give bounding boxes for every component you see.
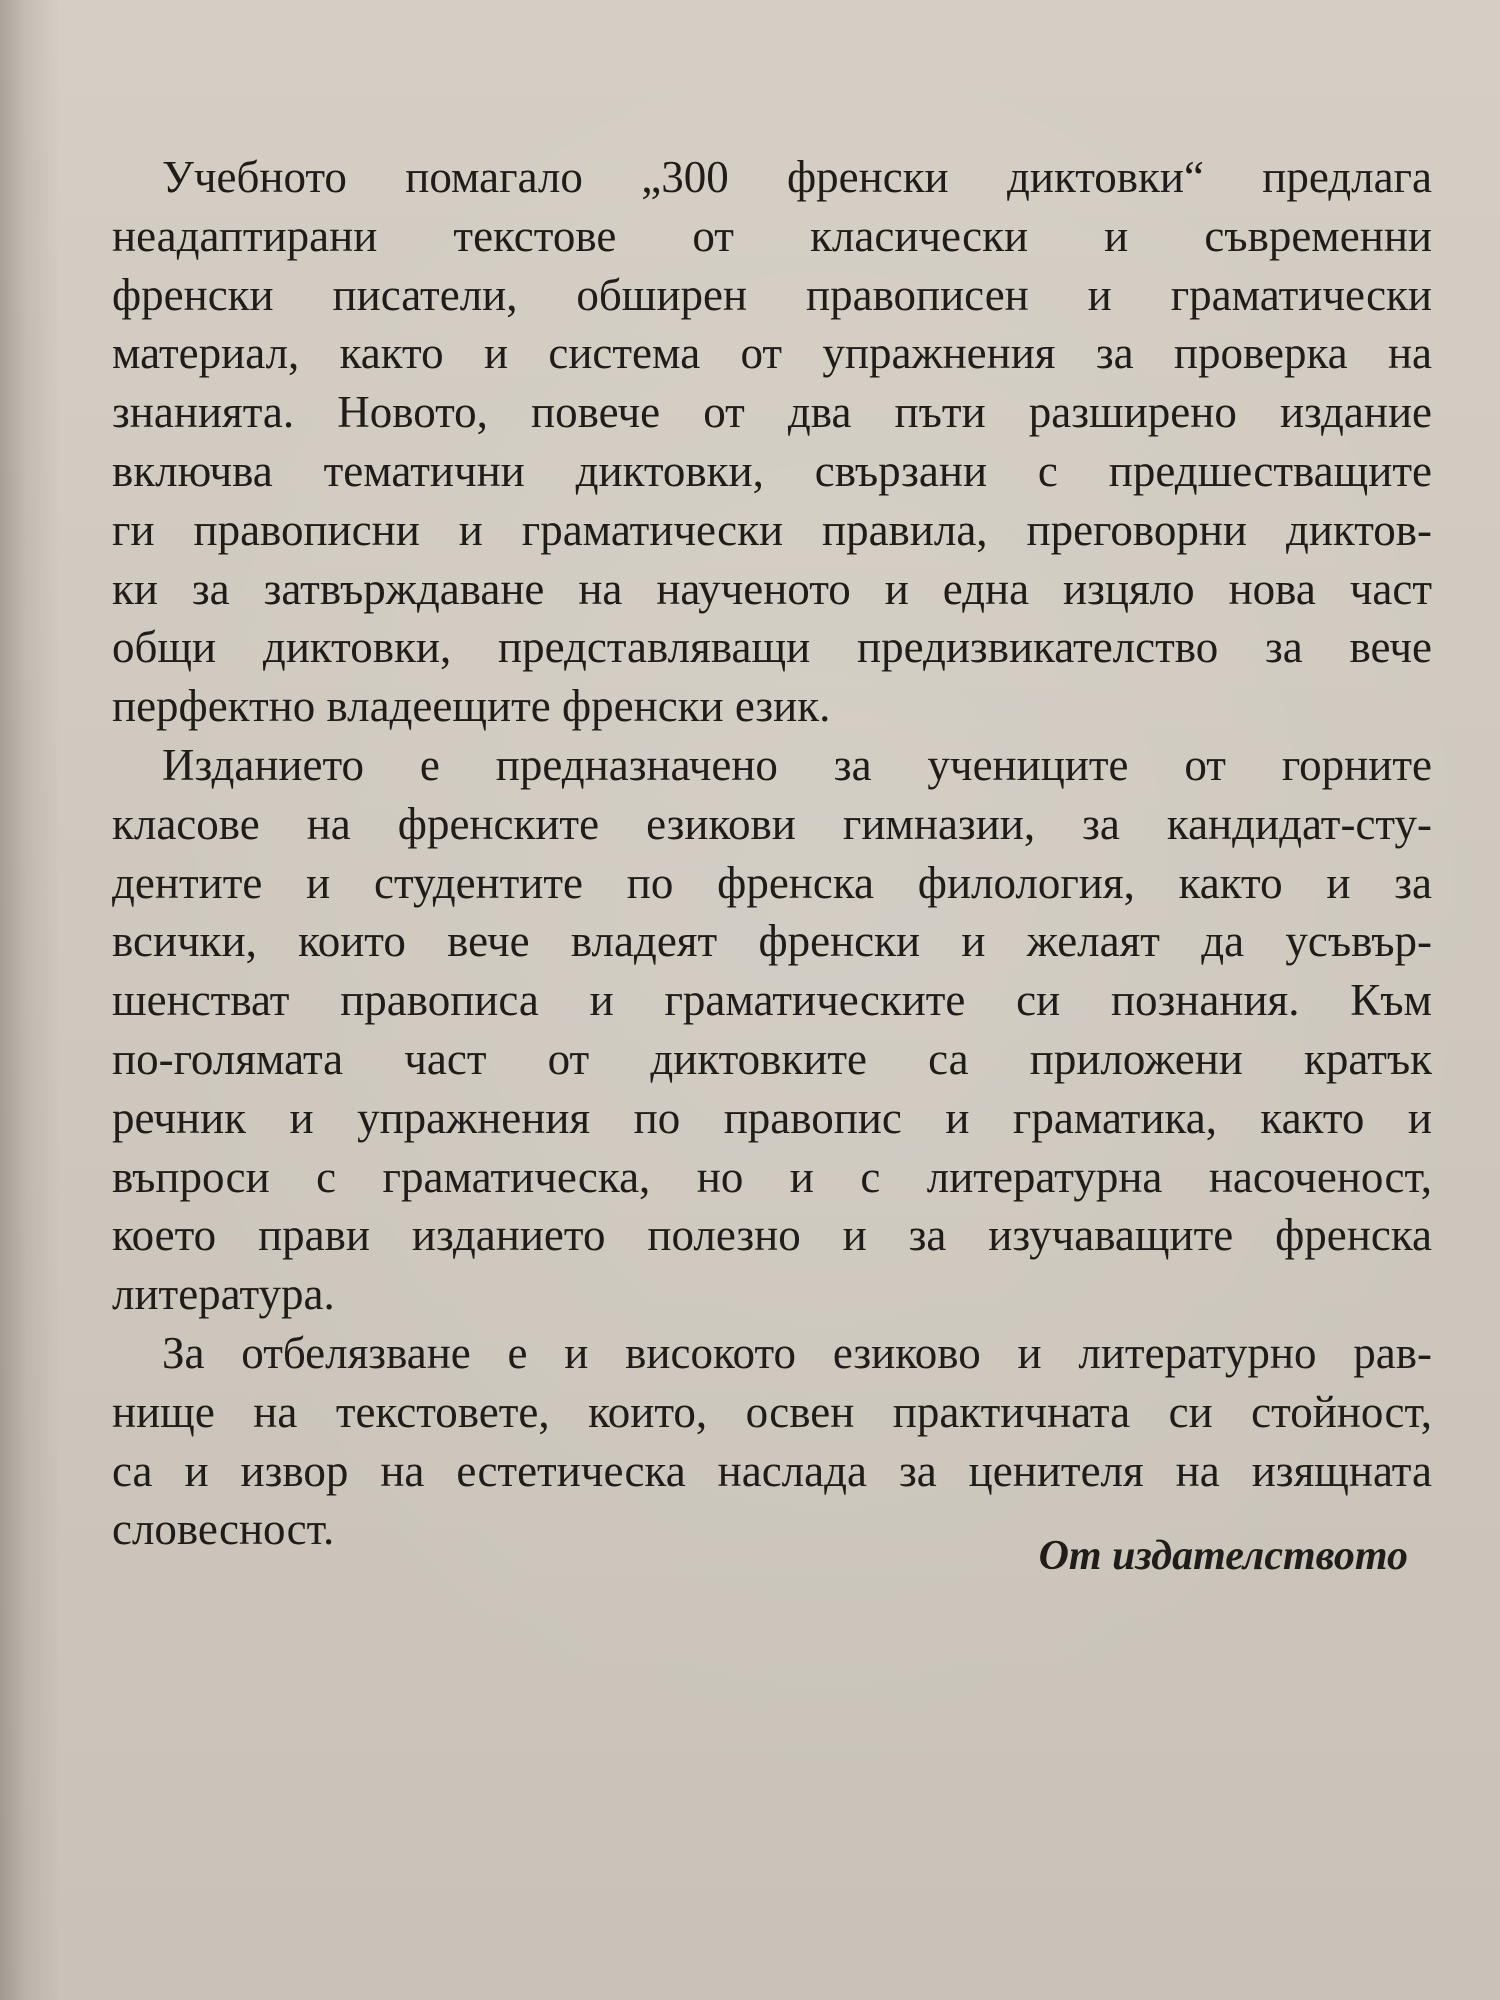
text-line: словесност.: [112, 1504, 335, 1555]
text-line: Изданието е предназначено за учениците от горните: [162, 739, 1432, 790]
text-line: всички, които вече владеят френски и желаят да усъвър-: [112, 916, 1432, 967]
binding-shadow: [0, 0, 60, 2000]
paragraph-1: [112, 148, 1432, 736]
text-line: дентите и студентите по френска филология, както и за: [112, 857, 1432, 908]
text-line: перфектно владеещите френски език.: [112, 681, 831, 732]
text-line: са и извор на естетическа наслада за ценителя на изящната: [112, 1445, 1432, 1496]
text-line: което прави изданието полезно и за изучаващите френска: [112, 1210, 1432, 1261]
text-line: ки за затвърждаване на наученото и една изцяло нова част: [112, 563, 1432, 614]
text-line: класове на френските езикови гимназии, за кандидат-сту-: [112, 798, 1432, 849]
text-line: френски писатели, обширен правописен и граматически: [112, 269, 1432, 320]
text-line: неадаптирани текстове от класически и съвременни: [112, 210, 1432, 261]
text-line: общи диктовки, представляващи предизвикателство за вече: [112, 622, 1432, 673]
text-line: въпроси с граматическа, но и с литературна насоченост,: [112, 1151, 1432, 1202]
text-line: речник и упражнения по правопис и граматика, както и: [112, 1092, 1432, 1143]
paragraph-3: [112, 1324, 1432, 1559]
body-text: [112, 148, 1432, 1559]
text-line: по-голямата част от диктовките са приложени кратък: [112, 1033, 1432, 1084]
text-line: Учебното помагало „300 френски диктовки“ предлага: [162, 152, 1432, 202]
paragraph-2: [112, 736, 1432, 1324]
text-line: включва тематични диктовки, свързани с предшестващите: [112, 445, 1432, 496]
text-line: За отбелязване е и високото езиково и литературно рав-: [162, 1327, 1432, 1378]
text-line: нище на текстовете, които, освен практичната си стойност,: [112, 1386, 1432, 1437]
text-line: литература.: [112, 1269, 335, 1320]
text-line: материал, както и система от упражнения за проверка на: [112, 328, 1432, 379]
publisher-signature: От издателството: [1038, 1533, 1408, 1579]
text-line: шенстват правописа и граматическите си познания. Към: [112, 975, 1432, 1026]
text-line: знанията. Новото, повече от два пъти разширено издание: [112, 387, 1432, 438]
text-line: ги правописни и граматически правила, преговорни диктов-: [112, 504, 1432, 555]
